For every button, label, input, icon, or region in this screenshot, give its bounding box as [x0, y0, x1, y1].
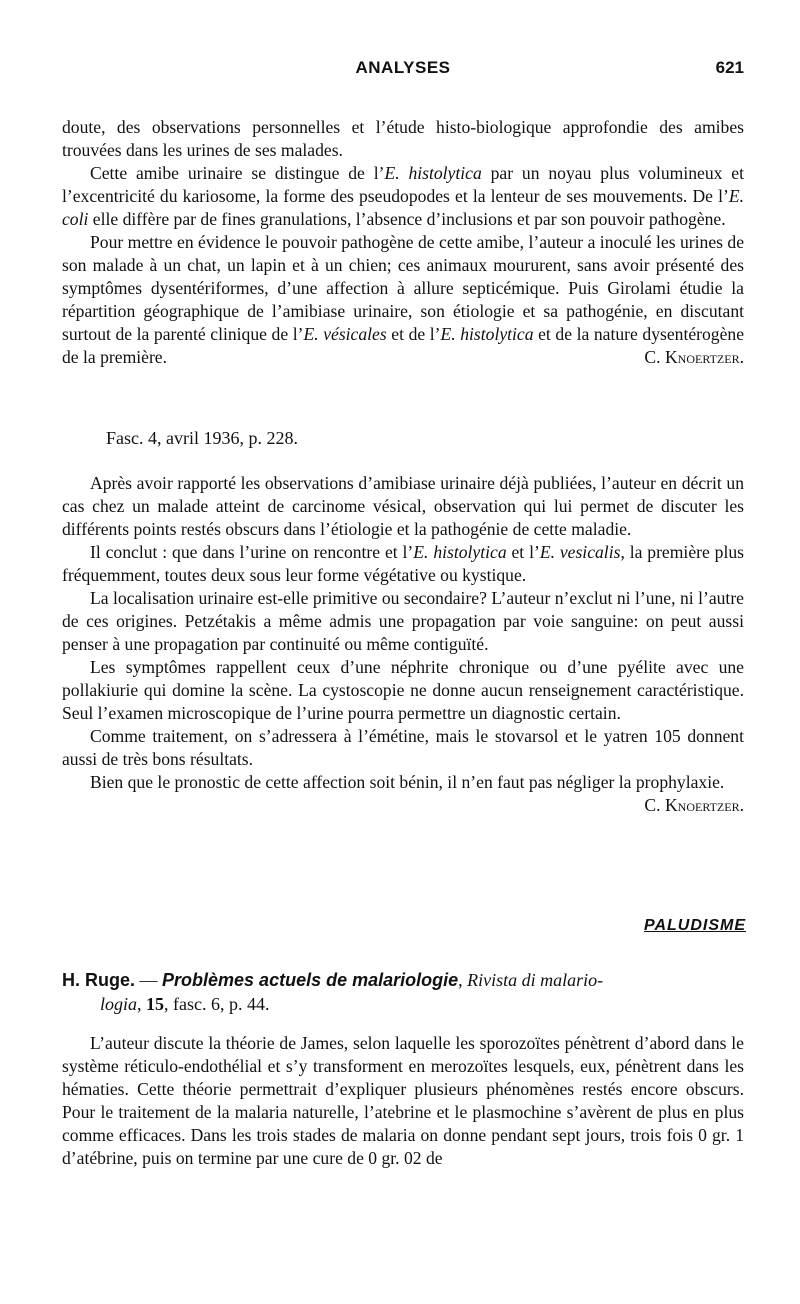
- species-name: E. vésicales: [303, 324, 387, 344]
- species-name: E. coli: [62, 186, 744, 229]
- journal-name: Rivista di malario-: [467, 970, 604, 990]
- species-name: E. histolytica: [440, 324, 534, 344]
- paragraph: Après avoir rapporté les observations d’amibiase urinaire déjà publiées, l’auteur en décrit un cas chez un malade atteint de carcinome vésical, observation qui lui permet de discuter les différents points restés obscurs dans l’étiologie et la pathogénie de cette maladie.: [62, 473, 744, 539]
- running-head-title: ANALYSES: [355, 58, 451, 77]
- paragraph: L’auteur discute la théorie de James, selon laquelle les sporozoïtes pénètrent d’abord dans le système réticulo-endothélial et s’y transforment en merozoïtes lesquels, eux, pénètrent dans les hématies. Cette théorie permettrait d’expliquer plusieurs phénomènes restés encore obscurs. Pour le traitement de la malaria naturelle, l’atebrine et le plasmochine s’avèrent de plus en plus comme efficaces. Dans les trois stades de malaria on donne pendant sept jours, trois fois 0 gr. 1 d’atébrine, puis on termine par une cure de 0 gr. 02 de: [62, 1033, 744, 1168]
- signature: C. Knoertzer.: [644, 795, 744, 815]
- paragraph: Cette amibe urinaire se distingue de l’E. histolytica par un noyau plus volumineux et l’excentricité du kariosome, la forme des pseudopodes et la lenteur de ses mouvements. De l’E. coli elle diffère par de fines granulations, l’absence d’inclusions et par son pouvoir pathogène.: [62, 163, 744, 229]
- paragraph: Bien que le pronostic de cette affection soit bénin, il n’en faut pas négliger la prophylaxie. C. Knoertzer.: [90, 772, 744, 815]
- text-block-2: [62, 472, 744, 817]
- paragraph: Pour mettre en évidence le pouvoir pathogène de cette amibe, l’auteur a inoculé les urines de son malade à un chat, un lapin et à un chien; ces animaux moururent, sans avoir présenté des symptômes dysentériformes, d’une affection à allure septicémique. Puis Girolami étudie la répartition géographique de l’amibiase urinaire, son étiologie et sa pathogénie, en discutant surtout de la parenté clinique de l’E. vésicales et de l’E. histolytica et de la nature dysentérogène de la première. C. Knoertzer.: [62, 232, 745, 367]
- paragraph: La localisation urinaire est-elle primitive ou secondaire? L’auteur n’exclut ni l’une, ni l’autre de ces origines. Petzétakis a même admis une propagation par voie sanguine: on peut aussi penser à une propagation par continuité ou même contiguïté.: [62, 588, 744, 654]
- paragraph: Les symptômes rappellent ceux d’une néphrite chronique ou d’une pyélite avec une pollakiurie qui domine la scène. La cystoscopie ne donne aucun renseignement caractéristique. Seul l’examen microscopique de l’urine pourra permettre un diagnostic certain.: [62, 657, 744, 723]
- issue-heading: Fasc. 4, avril 1936, p. 228.: [106, 428, 298, 448]
- article-title: Problèmes actuels de malariologie: [162, 970, 459, 990]
- paragraph: Il conclut : que dans l’urine on rencontre et l’E. histolytica et l’E. vesicalis, la première plus fréquemment, toutes deux sous leur forme végétative ou kystique.: [62, 542, 744, 585]
- text-block-3: [62, 1032, 744, 1170]
- species-name: E. histolytica: [384, 163, 482, 183]
- paragraph: Comme traitement, on s’adressera à l’émétine, mais le stovarsol et le yatren 105 donnent aussi de très bons résultats.: [62, 726, 744, 769]
- article-author: H. Ruge.: [62, 970, 136, 990]
- volume: 15: [146, 994, 165, 1014]
- journal-name-cont: logia: [100, 994, 138, 1014]
- running-head: [62, 58, 744, 86]
- species-name: E. histolytica: [413, 542, 507, 562]
- page-number: 621: [715, 58, 744, 77]
- signature: C. Knoertzer.: [644, 347, 744, 367]
- text-block-1: [62, 116, 744, 369]
- article-reference: H. Ruge. — Problèmes actuels de malariologie, Rivista di malario- logia, 15, fasc. 6, p. 44.: [62, 970, 604, 1014]
- section-title: PALUDISME: [643, 917, 746, 934]
- species-name: E. vesicalis: [539, 542, 621, 562]
- paragraph: doute, des observations personnelles et l’étude histo-biologique approfondie des amibes trouvées dans les urines de ses malades.: [62, 117, 744, 160]
